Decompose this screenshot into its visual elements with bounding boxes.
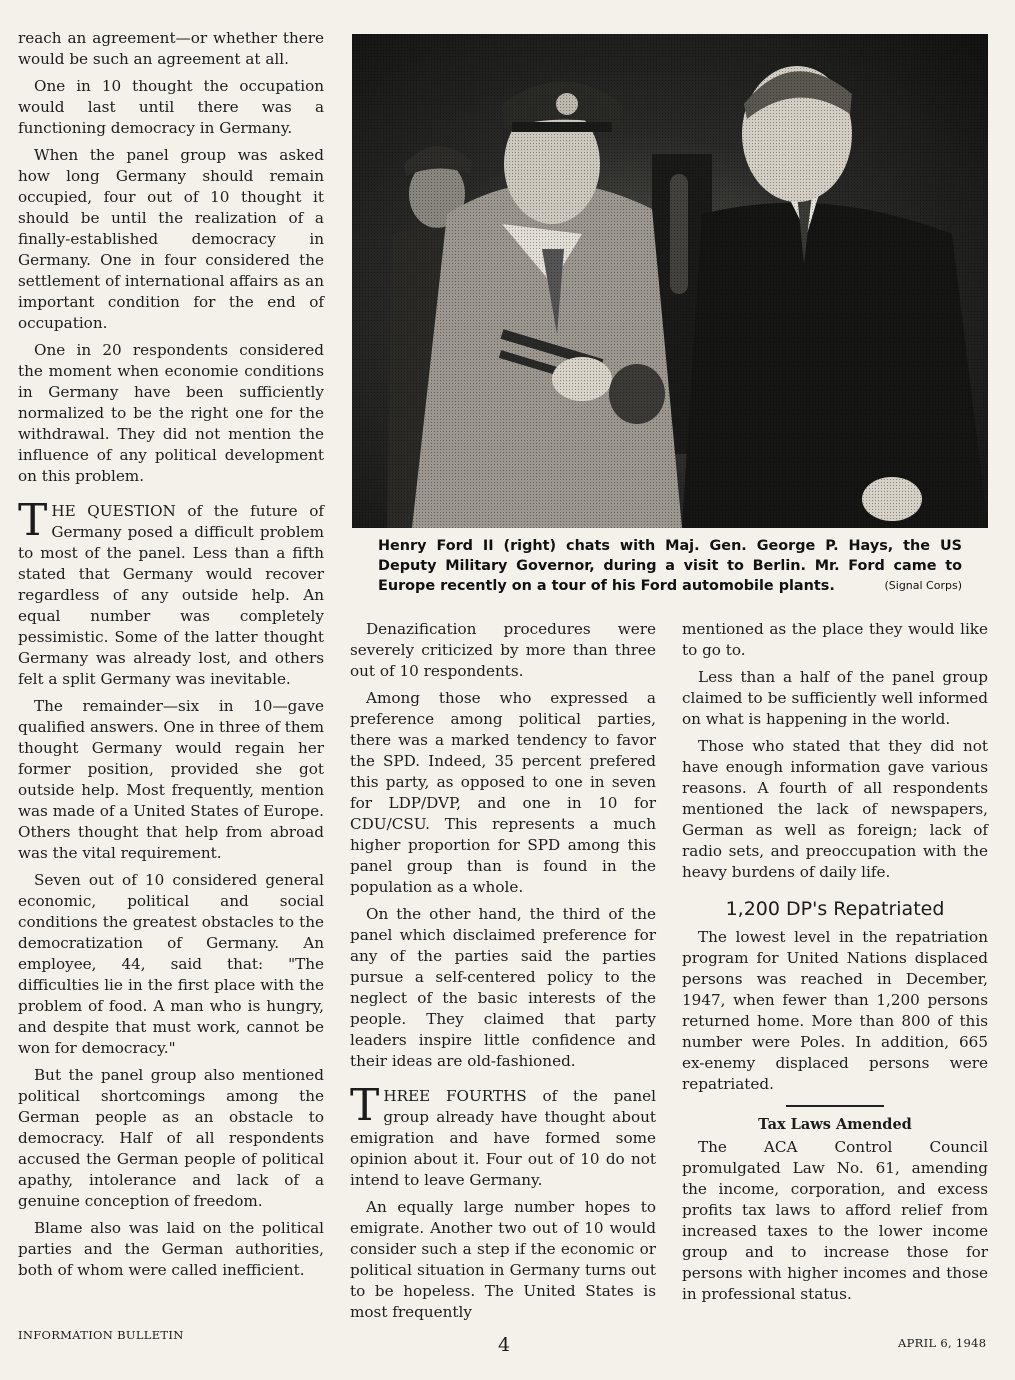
publication-name: INFORMATION BULLETIN: [18, 1328, 184, 1342]
section-heading: 1,200 DP's Repatriated: [725, 898, 945, 920]
paragraph: Among those who expressed a preference among political parties, there was a marked tendency to favor the SPD. Indeed, 35 percent prefered this party, as opposed to one in seven for LDP/DVP, and one in 10 for CDU/CSU. This represents a much higher proportion for SPD among this panel group than is found in the population as a whole.: [350, 689, 656, 896]
paragraph: Blame also was laid on the political parties and the German authorities, both of whom were called inefficient.: [18, 1219, 324, 1279]
article-column-left: [18, 28, 324, 1287]
paragraph: One in 10 thought the occupation would last until there was a functioning democracy in Germany.: [18, 77, 324, 137]
paragraph: reach an agreement—or whether there would be such an agreement at all.: [18, 29, 324, 68]
paragraph: One in 20 respondents considered the moment when economie conditions in Germany have been sufficiently normalized to be the right one for the withdrawal. They did not mention the influence of any political development on this problem.: [18, 341, 324, 485]
paragraph-dropcap: [18, 495, 324, 690]
paragraph: Less than a half of the panel group claimed to be sufficiently well informed on what is happening in the world.: [682, 668, 988, 728]
paragraph: Denazification procedures were severely criticized by more than three out of 10 respondents.: [350, 620, 656, 680]
paragraph: The remainder—six in 10—gave qualified answers. One in three of them thought Germany would regain her former position, provided she got outside help. Most frequently, mention was made of a United States of Europe. Others thought that help from abroad was the vital requirement.: [18, 697, 324, 862]
article-column-middle: [350, 619, 656, 1329]
drop-cap: T: [350, 1080, 380, 1131]
paragraph-text: HREE FOURTHS of the panel group already have thought about emigration and have formed some opinion about it. Four out of 10 do not intend to leave Germany.: [350, 1087, 656, 1189]
paragraph: Those who stated that they did not have enough information gave various reasons. A fourth of all respondents mentioned the lack of newspapers, German as well as foreign; lack of radio sets, and preoccupation with the heavy burdens of daily life.: [682, 737, 988, 881]
issue-date: APRIL 6, 1948: [898, 1336, 987, 1350]
paragraph: The ACA Control Council promulgated Law No. 61, amending the income, corporation, and excess profits tax laws to afford relief from increased taxes to the lower income group and to increase those for persons with higher incomes and those in professional status.: [682, 1138, 988, 1303]
section-heading: Tax Laws Amended: [758, 1116, 912, 1133]
photo-illustration: [352, 34, 988, 528]
drop-cap: T: [18, 495, 48, 546]
paragraph-text: HE QUESTION of the future of Germany posed a difficult problem to most of the panel. Less than a fifth stated that Germany would recover regardless of any outside help. An equal number was completely pessimistic. Some of the latter thought Germany was already lost, and others felt a split Germany was inevitable.: [18, 502, 324, 688]
paragraph: The lowest level in the repatriation program for United Nations displaced persons was reached in December, 1947, when fewer than 1,200 persons returned home. More than 800 of this number were Poles. In addition, 665 ex-enemy displaced persons were repatriated.: [682, 928, 988, 1093]
divider: [786, 1105, 884, 1107]
paragraph-dropcap: [350, 1080, 656, 1191]
paragraph: mentioned as the place they would like to go to.: [682, 620, 988, 659]
paragraph: When the panel group was asked how long Germany should remain occupied, four out of 10 thought it should be until the realization of a finally-established democracy in Germany. One in four considered the settlement of international affairs as an important condition for the end of occupation.: [18, 146, 324, 332]
paragraph: But the panel group also mentioned political shortcomings among the German people as an obstacle to democracy. Half of all respondents accused the German people of political apathy, intolerance and lack of a genuine conception of freedom.: [18, 1066, 324, 1210]
paragraph: An equally large number hopes to emigrate. Another two out of 10 would consider such a step if the economic or political situation in Germany turns out to be hopeless. The United States is most frequently: [350, 1198, 656, 1321]
caption-text: Henry Ford II (right) chats with Maj. Gen. George P. Hays, the US Deputy Military Governor, during a visit to Berlin. Mr. Ford came to Europe recently on a tour of his Ford automobile plants.: [378, 538, 962, 594]
paragraph: On the other hand, the third of the panel which disclaimed preference for any of the parties said the parties pursue a self-centered policy to the neglect of the basic interests of the people. They claimed that party leaders inspire little confidence and their ideas are old-fashioned.: [350, 905, 656, 1070]
article-column-right: [682, 619, 988, 1311]
photo-credit: (Signal Corps): [884, 579, 962, 592]
news-photograph: [352, 34, 988, 528]
page-number: 4: [498, 1334, 511, 1356]
photo-caption: [378, 536, 962, 596]
paragraph: Seven out of 10 considered general economic, political and social conditions the greatest obstacles to the democratization of Germany. An employee, 44, said that: "The difficulties lie in the first place with the problem of food. A man who is hungry, and despite that must work, cannot be won for democracy.": [18, 871, 324, 1057]
